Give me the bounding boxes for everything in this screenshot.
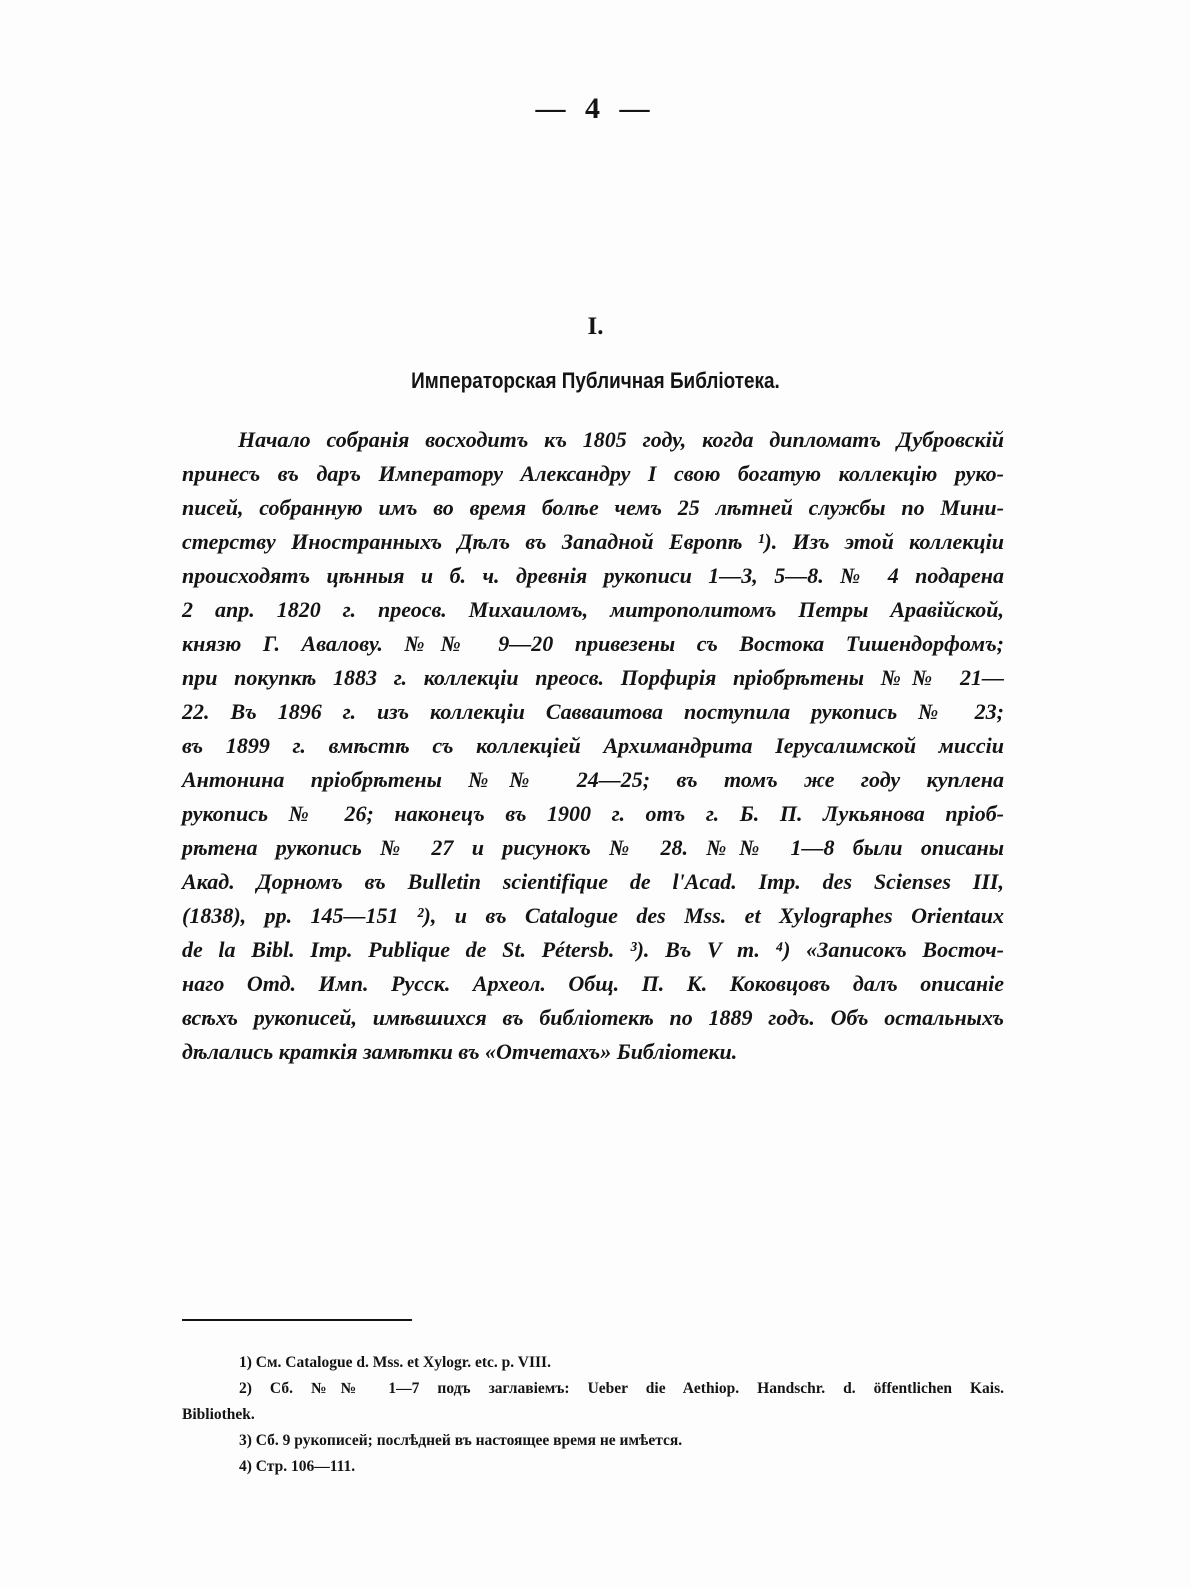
body-line: Антонина пріобрѣтены №№ 24—25; въ томъ же году куплена (182, 767, 1004, 792)
footnote-2-continuation: Bibliothek. (182, 1406, 255, 1423)
footnote-2: 2) Сб. №№ 1—7 подъ заглавіемъ: Ueber die Aethiop. Handschr. d. öffentlichen Kais. (239, 1380, 1004, 1397)
footnotes (182, 1350, 1004, 1480)
body-line: стерству Иностранныхъ Дѣлъ въ Западной Европѣ ¹). Изъ этой коллекціи (182, 529, 1004, 554)
section-title: Императорская Публичная Библіотека. (411, 368, 780, 393)
body-paragraph (182, 423, 1004, 1069)
body-line: рукопись № 26; наконецъ въ 1900 г. отъ г. Б. П. Лукьянова пріоб- (182, 801, 1004, 826)
footnote-rule (182, 1319, 412, 1321)
body-line: 22. Въ 1896 г. изъ коллекціи Саввaитова поступила рукопись № 23; (182, 699, 1004, 724)
page-number: — 4 — (535, 92, 656, 125)
body-line: писей, собранную имъ во время болѣе чемъ 25 лѣтней службы по Мини- (182, 495, 1004, 520)
body-line: при покупкѣ 1883 г. коллекціи преосв. Порфирія пріобрѣтены №№ 21— (182, 665, 1004, 690)
footnote-4: 4) Стр. 106—111. (239, 1458, 356, 1475)
body-line: (1838), pp. 145—151 ²), и въ Catalogue des Mss. et Xylographes Orientaux (182, 903, 1004, 928)
section-numeral: I. (587, 313, 604, 340)
body-line: de la Bibl. Imp. Publique de St. Pétersb. ³). Въ V т. ⁴) «Записокъ Восточ- (182, 937, 1004, 962)
body-line: всѣхъ рукописей, имѣвшихся въ библіотекѣ по 1889 годъ. Объ остальныхъ (182, 1005, 1004, 1030)
footnote-1: 1) См. Catalogue d. Mss. et Xylogr. etc. p. VIII. (239, 1354, 551, 1371)
body-line: Начало собранія восходитъ къ 1805 году, когда дипломатъ Дубровскій (238, 427, 1004, 452)
footnote-3: 3) Сб. 9 рукописей; послѣдней въ настоящее время не имѣется. (239, 1432, 683, 1449)
body-line: Акад. Дорномъ въ Bulletin scientifique de l'Acad. Imp. des Scienses III, (182, 869, 1004, 894)
body-line: 2 апр. 1820 г. преосв. Михаиломъ, митрополитомъ Петры Аравійской, (182, 597, 1004, 622)
body-line: рѣтена рукопись № 27 и рисунокъ № 28. №№ 1—8 были описаны (182, 835, 1004, 860)
body-line: князю Г. Авалову. №№ 9—20 привезены съ Востока Тишендорфомъ; (182, 631, 1004, 656)
body-line: наго Отд. Имп. Русск. Археол. Общ. П. К. Коковцовъ далъ описаніе (182, 971, 1004, 996)
body-line: въ 1899 г. вмѣстѣ съ коллекціей Архимандрита Іерусалимской миссіи (182, 733, 1004, 758)
body-line: дѣлались краткія замѣтки въ «Отчетахъ» Библіотеки. (182, 1039, 738, 1064)
body-line: принесъ въ даръ Императору Александру I свою богатую коллекцію руко- (182, 461, 1004, 486)
body-line: происходятъ цѣнныя и б. ч. древнія рукописи 1—3, 5—8. № 4 подарена (182, 563, 1004, 588)
